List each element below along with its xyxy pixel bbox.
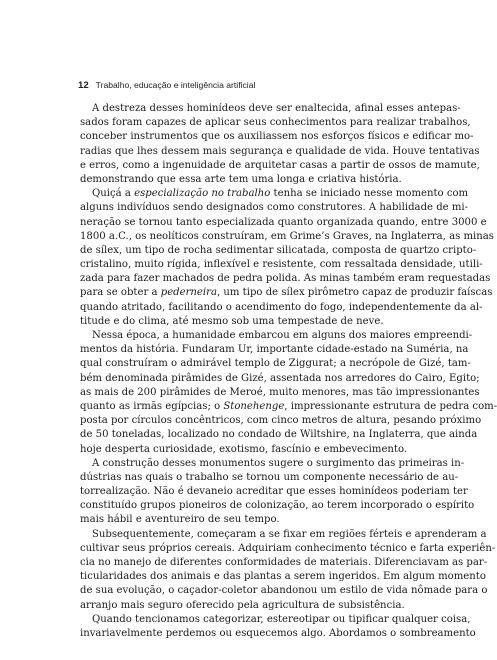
text-line	[80, 584, 488, 598]
text-line	[80, 471, 459, 485]
text-segment: A destreza desses hominídeos deve ser enaltecida, afinal esses antepas-	[92, 103, 461, 114]
text-line	[80, 443, 408, 457]
text-line	[80, 613, 471, 627]
text-segment: alguns indivíduos sendo designados como construtores. A habilidade de mi-	[80, 202, 469, 214]
text-segment: Quiçá a	[92, 188, 135, 200]
text-line	[80, 173, 402, 187]
text-line	[80, 116, 471, 130]
text-line	[80, 528, 487, 542]
text-segment: hoje desperta curiosidade, exotismo, fascínio e embevecimento.	[80, 443, 408, 455]
text-segment: zada para fazer machados de pedra polida. As minas também eram requestadas	[80, 273, 491, 285]
text-line	[80, 258, 483, 272]
text-segment: e erros, como a ingenuidade de arquitetar casas a partir de ossos de mamute,	[80, 159, 480, 171]
text-line	[80, 145, 480, 159]
text-segment: tenha se iniciado nesse momento com	[270, 188, 469, 200]
text-segment: quando atritado, facilitando o acendimento do fogo, independentemente da al-	[80, 301, 483, 313]
text-line	[80, 414, 482, 428]
text-segment: titude e do clima, até mesmo sob uma tempestade de neve.	[80, 315, 384, 327]
italic-term: pederneira	[160, 287, 217, 299]
text-line	[80, 542, 496, 556]
italic-term: Stonehenge	[223, 400, 285, 412]
body-text	[80, 102, 497, 641]
text-segment: 1800 a.C., os neolíticos construíram, em Grime’s Graves, na Inglaterra, as minas	[80, 230, 494, 242]
text-line	[80, 286, 493, 300]
text-line	[80, 230, 494, 244]
text-segment: mentos da história. Fundaram Ur, importante cidade-estado na Suméria, na	[80, 344, 469, 356]
text-segment: posta por círculos concêntricos, com cinco metros de altura, pesando próximo	[80, 415, 482, 427]
paragraph	[80, 187, 494, 329]
text-line	[80, 499, 475, 513]
text-segment: as mais de 200 pirâmides de Meroé, muito menores, mas tão impressionantes	[80, 386, 480, 398]
paragraph	[80, 102, 480, 187]
running-title: Trabalho, educação e inteligência artificial	[95, 80, 256, 90]
text-segment: A construção desses monumentos sugere o surgimento das primeiras in-	[92, 457, 465, 469]
text-segment: constituído grupos pioneiros de colonização, ao terem incorporado o espírito	[80, 500, 475, 512]
text-segment: Nessa época, a humanidade embarcou em alguns dos maiores empreendi-	[92, 330, 473, 341]
text-line	[80, 130, 474, 144]
text-line	[80, 400, 497, 414]
text-line	[80, 343, 469, 357]
text-line	[80, 627, 476, 641]
page-number: 12	[78, 80, 89, 91]
text-line	[80, 329, 473, 343]
text-line	[80, 201, 469, 215]
text-segment: radias que lhes dessem mais segurança e qualidade de vida. Houve tentativas	[80, 145, 480, 157]
text-segment: cristalino, muito rígida, inflexível e resistente, com ressaltada densidade, utili-	[80, 259, 483, 271]
text-segment: arranjo mais seguro oferecido pela agricultura de subsistência.	[80, 599, 405, 611]
text-segment: demonstrando que essa arte tem uma longa e criativa história.	[80, 173, 402, 185]
text-segment: quanto as irmãs egípcias; o	[80, 400, 224, 412]
paragraph	[80, 613, 476, 641]
text-segment: cultivar seus próprios cereais. Adquiriam conhecimento técnico e farta experiên-	[80, 542, 496, 554]
text-line	[80, 457, 465, 471]
text-line	[80, 102, 461, 116]
text-line	[80, 244, 477, 258]
paragraph	[80, 329, 497, 457]
italic-term: especialização no trabalho	[134, 188, 271, 200]
text-segment: Subsequentemente, começaram a se fixar em regiões férteis e aprenderam a	[92, 528, 487, 540]
text-line	[80, 428, 478, 442]
text-segment: , impressionante estrutura de pedra com-	[284, 400, 497, 412]
running-header	[78, 80, 255, 91]
text-line	[80, 386, 480, 400]
text-line	[80, 556, 488, 570]
text-segment: para se obter a	[80, 287, 161, 299]
text-segment: de sílex, um tipo de rocha sedimentar silicatada, composta de quartzo cripto-	[80, 244, 477, 256]
text-line	[80, 315, 392, 329]
text-segment: mais hábil e aventureiro de seu tempo.	[80, 514, 280, 526]
text-line	[80, 570, 486, 584]
text-segment: invariavelmente perdemos ou esquecemos algo. Abordamos o sombreamento	[80, 627, 476, 639]
text-segment: conceber instrumentos que os auxiliassem nos esforços físicos e edificar mo-	[80, 131, 474, 143]
text-segment: torrealização. Não é devaneio acreditar que esses hominídeos poderiam ter	[80, 486, 468, 498]
text-line	[80, 187, 469, 201]
text-line	[80, 513, 392, 527]
text-line	[80, 159, 480, 173]
text-segment: qual construíram o admirável templo de Ziggurat; a necrópole de Gizé, tam-	[80, 358, 471, 370]
text-segment: cia no manejo de diferentes conformidades de materiais. Diferenciavam as par-	[80, 557, 488, 568]
text-line	[80, 599, 405, 613]
text-segment: neração se tornou tanto especializada quanto organizada quando, entre 3000 e	[80, 216, 487, 228]
text-segment: de sua evolução, o caçador-coletor abandonou um estilo de vida nômade para o	[80, 585, 488, 597]
text-segment: dústrias nas quais o trabalho se tornou um componente necessário de au-	[80, 471, 459, 483]
text-segment: de 50 toneladas, localizado no condado de Wiltshire, na Inglaterra, que ainda	[80, 429, 478, 441]
text-segment: ticularidades dos animais e das plantas a serem ingeridos. Em algum momento	[80, 571, 486, 583]
paragraph	[80, 457, 475, 528]
paragraph	[80, 528, 496, 613]
text-line	[80, 485, 468, 499]
text-segment: , um tipo de sílex pirômetro capaz de produzir faíscas	[216, 287, 493, 299]
text-line	[80, 216, 487, 230]
text-segment: sados foram capazes de aplicar seus conhecimentos para realizar trabalhos,	[80, 117, 471, 129]
text-segment: Quando tencionamos categorizar, estereotipar ou tipificar qualquer coisa,	[92, 613, 471, 625]
text-line	[80, 301, 483, 315]
text-line	[80, 372, 480, 386]
text-line	[80, 357, 471, 371]
text-line	[80, 272, 491, 286]
text-segment: bém denominada pirâmides de Gizé, assentada nos arredores do Cairo, Egito;	[80, 372, 480, 384]
